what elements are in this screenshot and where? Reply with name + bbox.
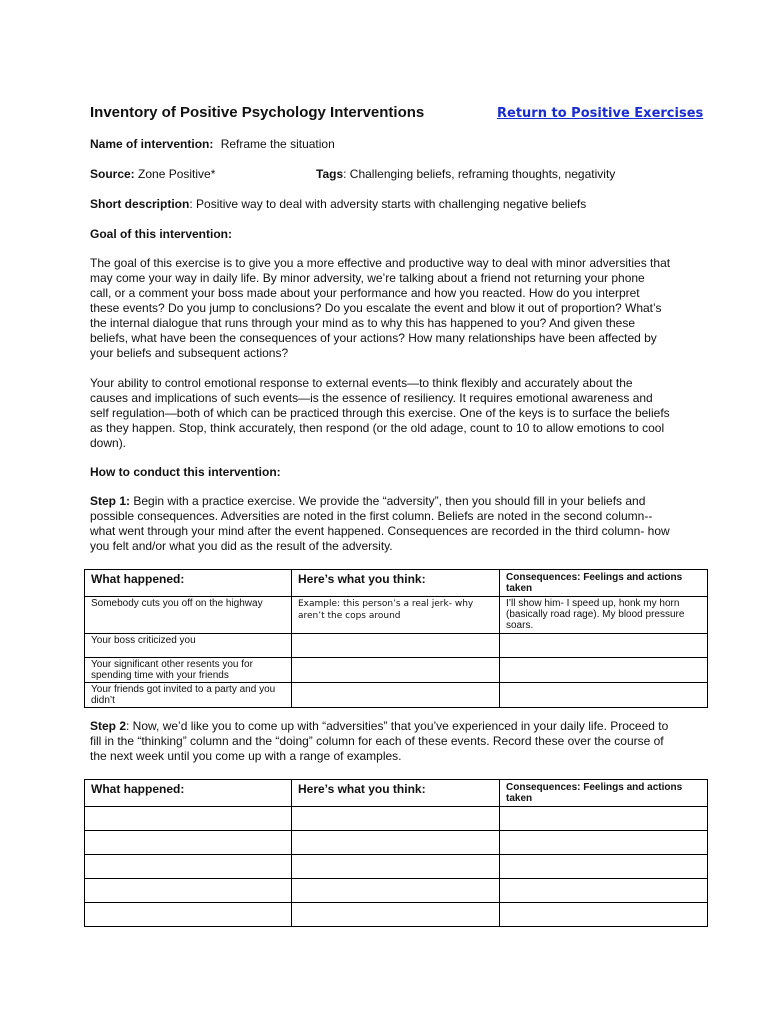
cell[interactable] (85, 831, 292, 855)
name-label: Name of intervention: (90, 137, 214, 151)
table-row (85, 634, 708, 658)
page-title: Inventory of Positive Psychology Interventions (90, 104, 425, 121)
step1-paragraph (90, 494, 710, 554)
cell[interactable] (500, 634, 708, 658)
cell[interactable] (292, 879, 500, 903)
text-line: Begin with a practice exercise. We provide the “adversity”, then you should fill in your beliefs and (130, 494, 646, 508)
text-line: fill in the “thinking” column and the “doing” column for each of these events. Record these over the course of (90, 734, 664, 748)
title-row (90, 104, 710, 126)
col-what-happened: What happened: (85, 570, 292, 597)
cell[interactable] (500, 807, 708, 831)
text-line: self regulation—both of which can be practiced through this exercise. One of the keys is to surface the beliefs (90, 406, 670, 420)
cell[interactable] (85, 903, 292, 927)
text-line: the internal dialogue that runs through your mind as to why this has happened to you? And given these (90, 316, 636, 330)
col-what-you-think: Here’s what you think: (292, 780, 500, 807)
cell: Your boss criticized you (85, 634, 292, 658)
return-link[interactable]: Return to Positive Exercises (497, 106, 704, 121)
cell[interactable] (500, 683, 708, 708)
record-table (84, 779, 708, 927)
text-line: beliefs, what have been the consequences of your actions? How many relationships have been affected by (90, 331, 657, 345)
text-line: call, or a comment your boss made about your performance and how you reacted. How do you interpret (90, 286, 640, 300)
cell: Example: this person’s a real jerk- why aren’t the cops around (292, 597, 500, 634)
col-what-happened: What happened: (85, 780, 292, 807)
col-what-you-think: Here’s what you think: (292, 570, 500, 597)
cell: Somebody cuts you off on the highway (85, 597, 292, 634)
short-description (90, 197, 586, 212)
table-row (85, 597, 708, 634)
cell: Your significant other resents you for spending time with your friends (85, 658, 292, 683)
cell[interactable] (500, 658, 708, 683)
cell[interactable] (292, 831, 500, 855)
step1-label: Step 1: (90, 494, 131, 508)
intervention-name (90, 137, 335, 152)
cell[interactable] (85, 807, 292, 831)
cell[interactable] (500, 855, 708, 879)
cell[interactable] (500, 831, 708, 855)
text-line: : Now, we’d like you to come up with “adversities” that you’ve experienced in your daily life. Proceed to (126, 719, 669, 733)
step2-label: Step 2 (90, 719, 127, 733)
cell[interactable] (292, 855, 500, 879)
cell[interactable] (500, 879, 708, 903)
table-header-row (85, 780, 708, 807)
cell[interactable] (85, 879, 292, 903)
short-value: : Positive way to deal with adversity starts with challenging negative beliefs (189, 197, 587, 211)
source-tags-line (90, 167, 710, 182)
text-line: may come your way in daily life. By minor adversity, we’re talking about a friend not returning your phone (90, 271, 645, 285)
cell[interactable] (292, 634, 500, 658)
conduct-heading: How to conduct this intervention: (90, 465, 281, 479)
text-line: as they happen. Stop, think accurately, then respond (or the old adage, count to 10 to allow emotions to cool (90, 421, 665, 435)
cell: Your friends got invited to a party and you didn’t (85, 683, 292, 708)
table-row (85, 831, 708, 855)
table-row (85, 855, 708, 879)
table-header-row (85, 570, 708, 597)
text-line: these events? Do you jump to conclusions? Do you escalate the event and blow it out of proportion? What’s (90, 301, 662, 315)
text-line: the next week until you come up with a range of examples. (90, 749, 402, 763)
short-label: Short description (90, 197, 190, 211)
cell[interactable] (292, 683, 500, 708)
source-value: Zone Positive* (138, 167, 216, 181)
goal-heading: Goal of this intervention: (90, 227, 233, 241)
text-line: what went through your mind after the event happened. Consequences are recorded in the third column- how (90, 524, 670, 538)
cell[interactable] (292, 807, 500, 831)
table-row (85, 879, 708, 903)
text-line: possible consequences. Adversities are noted in the first column. Beliefs are noted in the second column-- (90, 509, 653, 523)
tags-value: : Challenging beliefs, reframing thoughts, negativity (343, 167, 616, 181)
table-row (85, 658, 708, 683)
goal-paragraph-2 (90, 376, 710, 451)
source-label: Source: (90, 167, 135, 181)
table-row (85, 807, 708, 831)
text-line: down). (90, 436, 127, 450)
name-value: Reframe the situation (220, 137, 335, 151)
col-consequences: Consequences: Feelings and actions taken (500, 570, 708, 597)
text-line: Your ability to control emotional response to external events—to think flexibly and accurately about the (90, 376, 633, 390)
cell: I’ll show him- I speed up, honk my horn (basically road rage). My blood pressure soars. (500, 597, 708, 634)
cell[interactable] (500, 903, 708, 927)
col-consequences: Consequences: Feelings and actions taken (500, 780, 708, 807)
text-line: The goal of this exercise is to give you a more effective and productive way to deal with minor adversities that (90, 256, 671, 270)
table-row (85, 903, 708, 927)
text-line: your beliefs and subsequent actions? (90, 346, 289, 360)
practice-table (84, 569, 708, 708)
text-line: causes and implications of such events—is the essence of resiliency. It requires emotional awareness and (90, 391, 653, 405)
cell[interactable] (85, 855, 292, 879)
goal-paragraph-1 (90, 256, 710, 361)
step2-paragraph (90, 719, 710, 764)
table-row (85, 683, 708, 708)
cell[interactable] (292, 903, 500, 927)
tags-label: Tags (316, 167, 344, 181)
cell[interactable] (292, 658, 500, 683)
text-line: you felt and/or what you did as the result of the adversity. (90, 539, 393, 553)
